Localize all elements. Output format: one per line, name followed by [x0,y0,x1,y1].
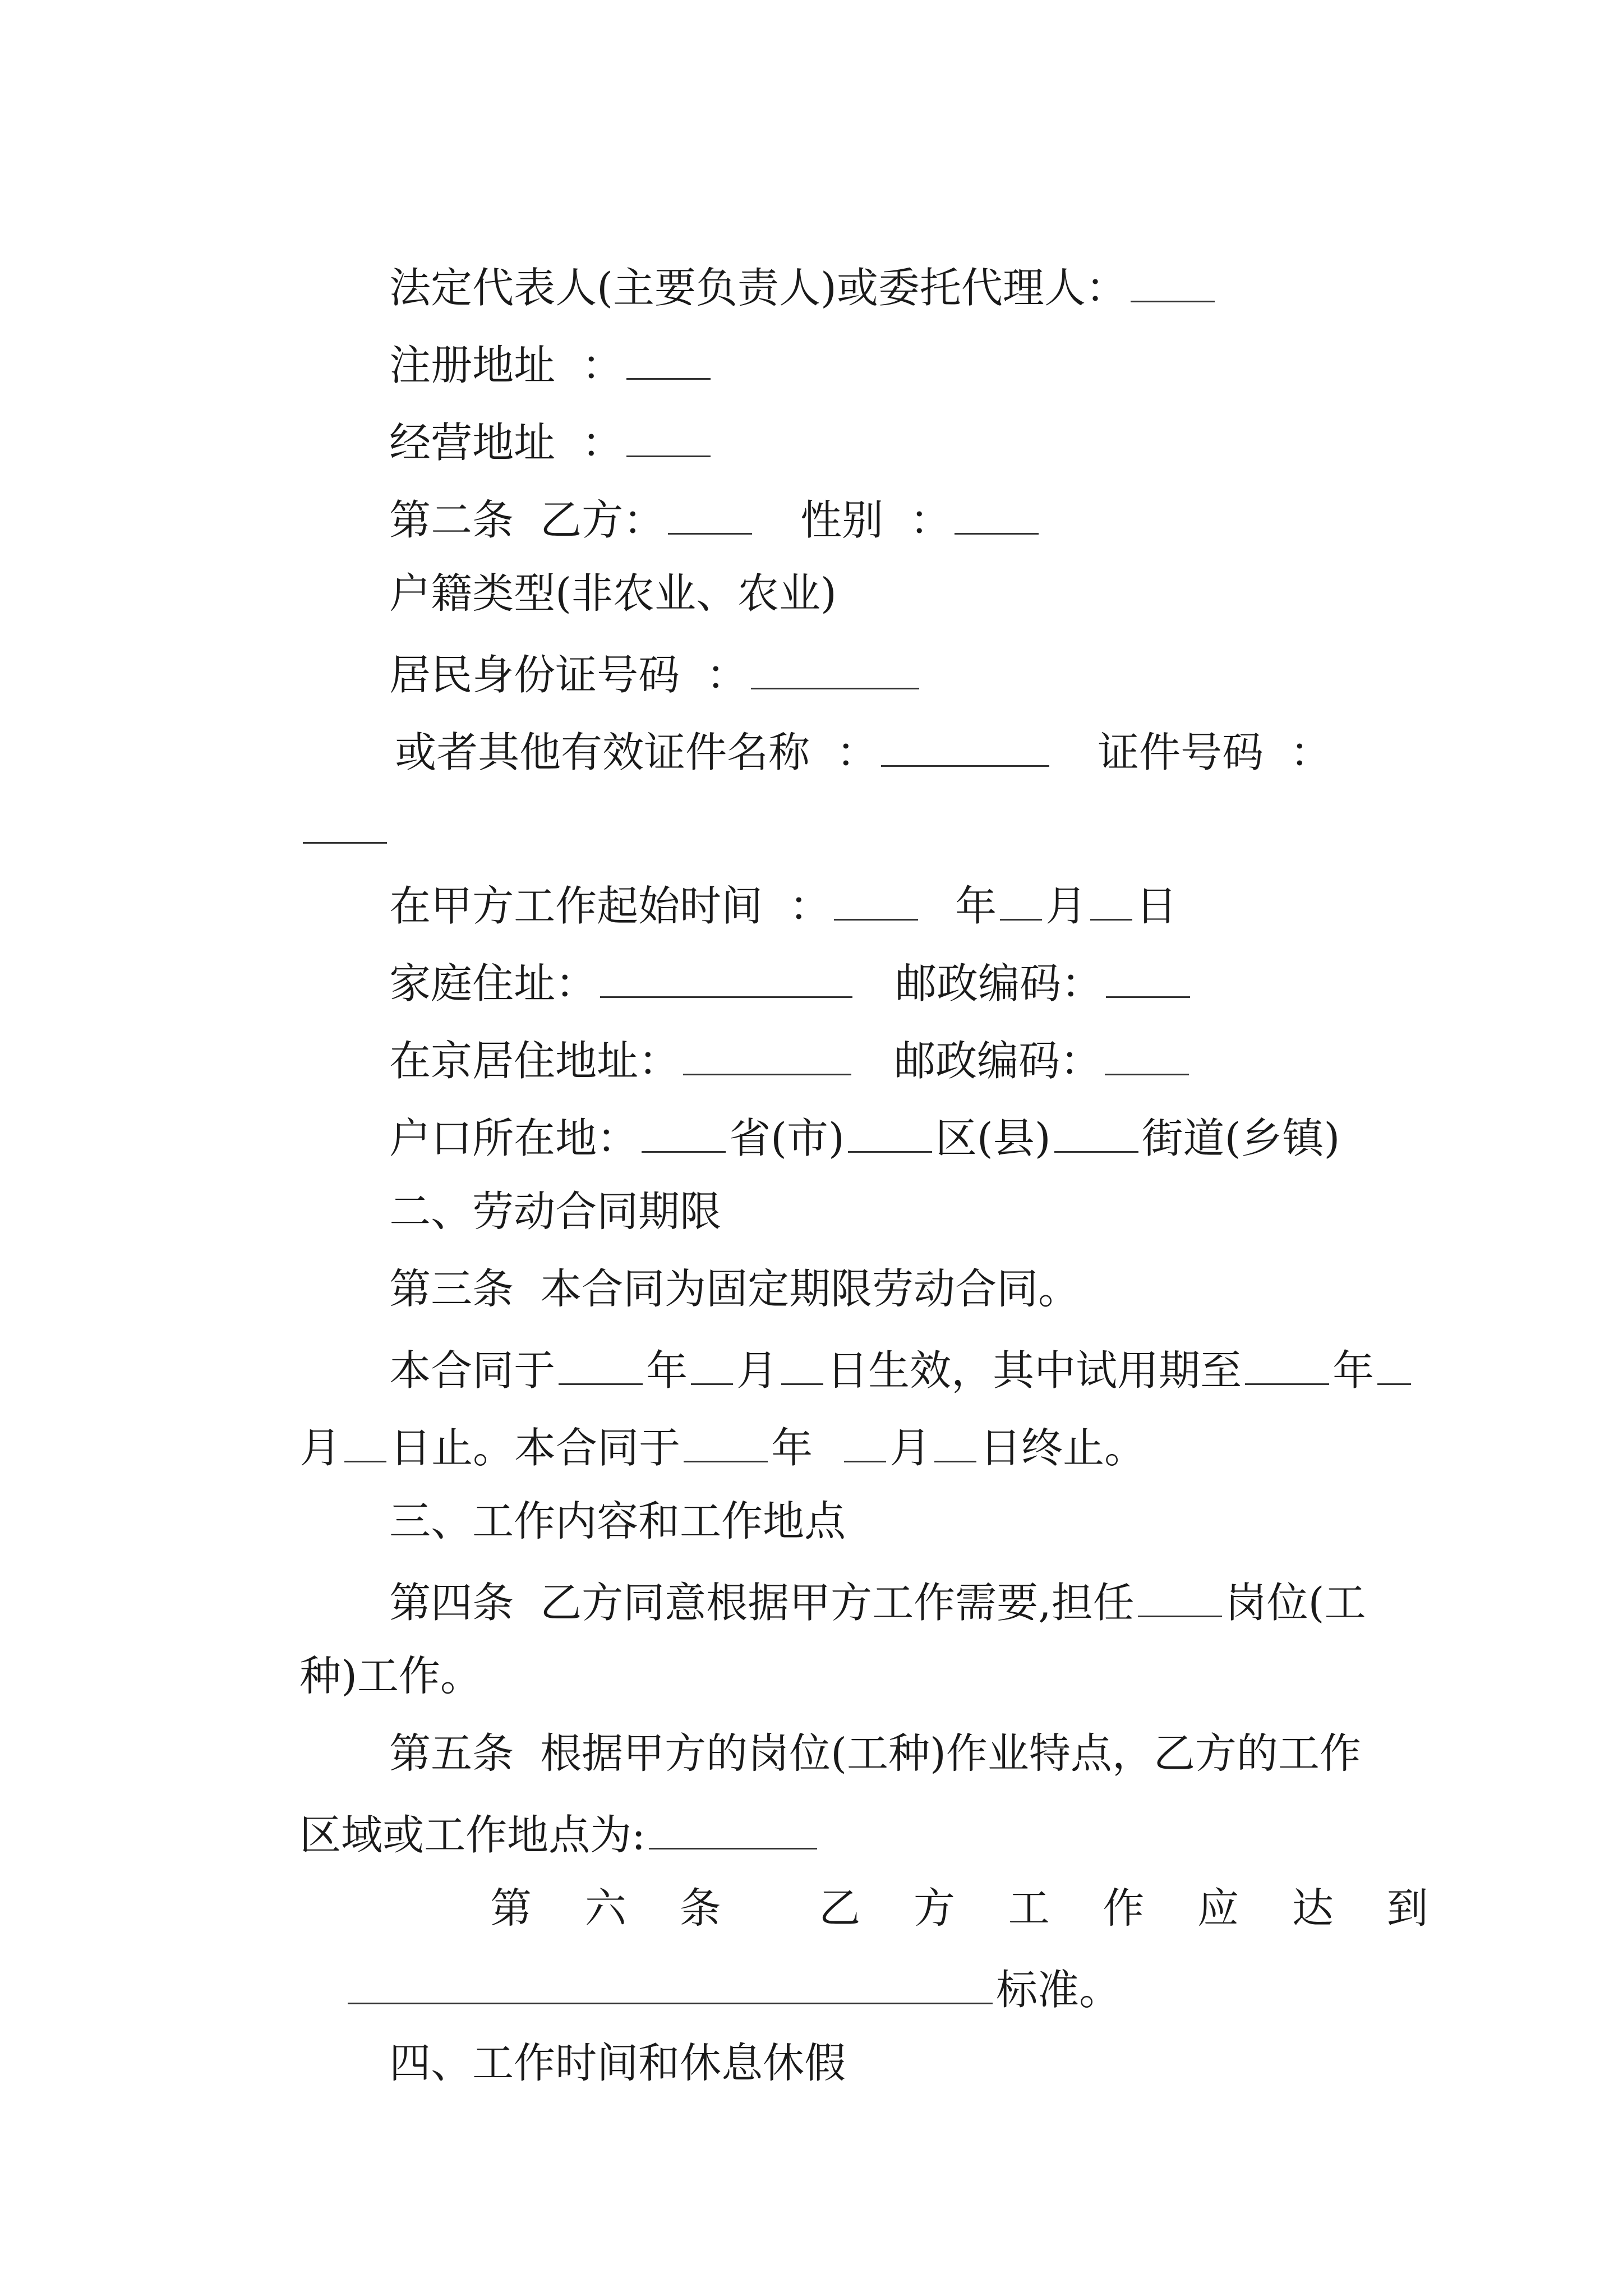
year-label: 年 [1332,1346,1375,1395]
id-number-label: 居民身份证号码 ： [389,651,748,700]
other-certificate-label: 或者其他有效证件名称 ： [395,728,878,777]
blank-field [1054,1114,1138,1153]
blank-field [348,1965,993,2004]
month-label: 月 [736,1346,778,1395]
legal-representative-label: 法定代表人(主要负责人)或委托代理人： [389,264,1127,312]
blank-field [1131,263,1215,302]
blank-field [1377,1346,1411,1385]
start-date-label: 在甲方工作起始时间 ： [389,882,831,931]
section-4-title: 四、工作时间和休息休假 [389,2039,846,2087]
beijing-address-label: 在京居住地址： [389,1037,680,1085]
hukou-location-label: 户口所在地： [389,1114,639,1163]
blank-field [691,1346,733,1385]
blank-field [684,1423,768,1462]
year-label: 年 [646,1346,688,1395]
article-4-position: 岗位(工 [1225,1579,1366,1627]
article-4-continuation-text: 种)工作。 [299,1652,482,1700]
article-4-line [336,1536,1366,1665]
blank-field [1106,959,1190,998]
gender-label: 性别 ： [800,496,952,545]
day-label: 日 [1136,882,1178,931]
blank-field [955,495,1039,535]
blank-field [934,1423,976,1462]
province-label: 省(市) [729,1114,845,1163]
blank-field [1090,881,1132,921]
year-label: 年 [771,1424,813,1473]
blank-field [626,341,711,380]
article-3-text: 第三条 本合同为固定期限劳动合同。 [389,1265,1080,1313]
other-certificate-line [342,686,1331,815]
postcode-label: 邮政编码： [894,1037,1102,1085]
article-4-text: 第四条 乙方同意根据甲方工作需要,担任 [389,1579,1135,1627]
blank-field [844,1423,886,1462]
blank-field [751,650,919,689]
registered-address-label: 注册地址 ： [389,341,624,390]
blank-field [649,1810,817,1849]
blank-field [668,495,752,535]
blank-field [1000,881,1042,921]
blank-field [626,418,711,457]
postcode-label: 邮政编码： [895,959,1103,1008]
district-label: 区(县) [935,1114,1051,1163]
home-address-label: 家庭住址： [389,959,597,1008]
article-6-number: 第六条 [490,1884,774,1932]
section-4-heading [336,2001,846,2125]
blank-field [642,1114,726,1153]
effective-text: 本合同于 [389,1346,556,1395]
blank-field [881,728,1049,767]
blank-field [559,1346,643,1385]
blank-field [1138,1578,1222,1617]
month-label: 月 [889,1424,932,1473]
blank-field [781,1346,823,1385]
blank-field [848,1114,932,1153]
blank-field [303,804,387,844]
hukou-type-label: 户籍类型(非农业、农业) [389,569,837,618]
year-label: 年 [955,882,997,931]
month-label: 月 [1045,882,1087,931]
probation-text: 日生效，其中试用期至 [827,1346,1242,1395]
termination-text: 日止。本合同于 [390,1424,681,1473]
certificate-number-label: 证件号码 ： [1098,728,1332,777]
blank-field [1245,1346,1329,1385]
business-address-label: 经营地址 ： [389,418,624,467]
standard-label: 标准。 [996,1966,1121,2014]
street-label: 街道(乡镇) [1141,1114,1340,1163]
section-3-title: 三、工作内容和工作地点 [389,1497,846,1545]
article-6-text: 乙方工作应达到 [819,1884,1482,1932]
month-label: 月 [299,1424,342,1473]
blank-field [834,881,918,921]
article-5-text: 第五条 根据甲方的岗位(工种)作业特点，乙方的工作 [389,1729,1361,1778]
blank-field [344,1423,386,1462]
termination-end-text: 日终止。 [980,1424,1146,1473]
section-2-title: 二、劳动合同期限 [389,1188,722,1236]
article-2-party-b-label: 第二条 乙方： [389,496,665,545]
work-location-label: 区域或工作地点为: [299,1811,646,1860]
blank-field [1105,1036,1189,1075]
blank-field [683,1036,851,1075]
blank-field [600,959,852,998]
